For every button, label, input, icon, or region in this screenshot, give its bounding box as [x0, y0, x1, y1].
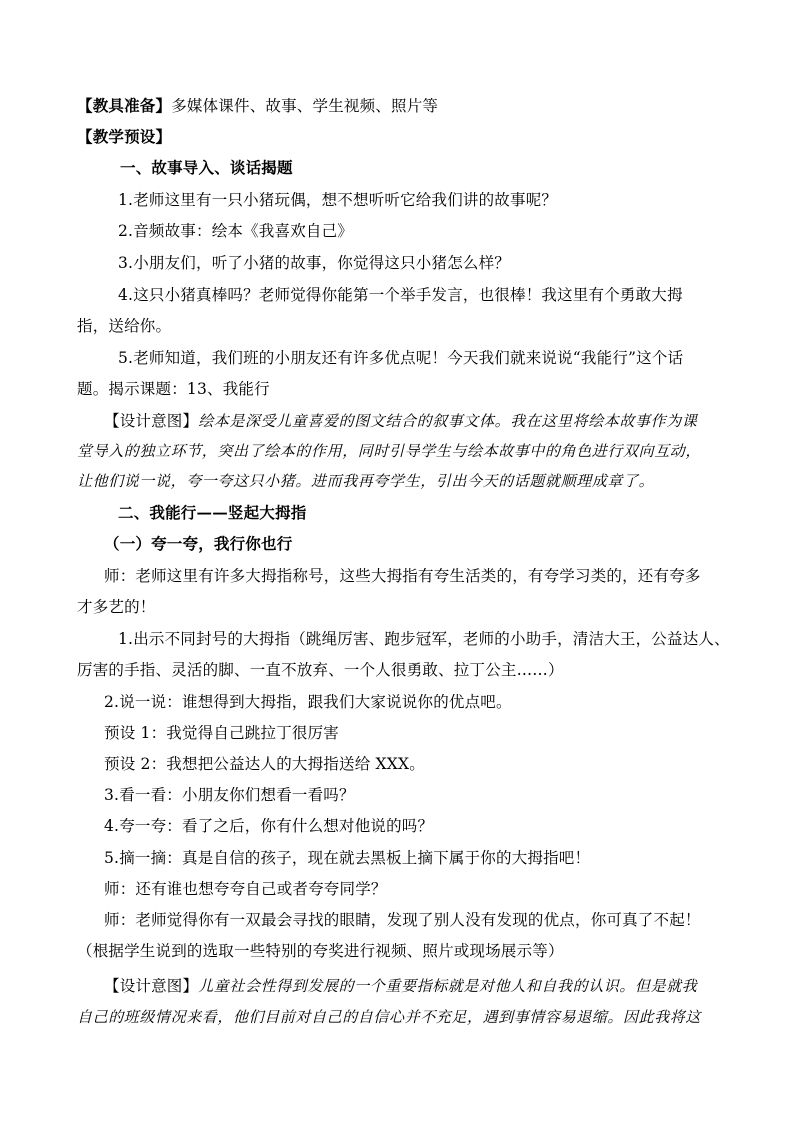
- section-2-subtitle: （一）夸一夸，我行你也行: [104, 534, 293, 553]
- design-intent-2: [104, 974, 697, 998]
- design-intent-text: 让他们说一说，夸一夸这只小猪。进而我再夸学生，引出今天的话题就顺理成章了。: [77, 472, 655, 490]
- design-intent-label: 【设计意图】: [104, 977, 199, 995]
- design-intent-text: 自己的班级情况来看，他们目前对自己的自信心并不充足，遇到事情容易退缩。因此我将这: [77, 1008, 702, 1026]
- design-intent-1: [104, 409, 697, 433]
- sec1-item: 4.这只小猪真棒吗？老师觉得你能第一个举手发言，也很棒！我这里有个勇敢大拇: [118, 286, 683, 304]
- sec2-line: 厉害的手指、灵活的脚、一直不放弃、一个人很勇敢、拉丁公主……）: [77, 661, 564, 679]
- materials-line: [77, 94, 438, 118]
- sec1-item: 题。揭示课题：13、我能行: [77, 380, 270, 398]
- sec2-line: （根据学生说到的选取一些特别的夸奖进行视频、照片或现场展示等）: [77, 942, 564, 960]
- sec1-item: 2.音频故事：绘本《我喜欢自己》: [118, 222, 353, 240]
- design-intent-label: 【设计意图】: [104, 412, 199, 430]
- sec2-line: 师：还有谁也想夸夸自己或者夸夸同学？: [104, 880, 387, 898]
- design-intent-text: 堂导入的独立环节，突出了绘本的作用，同时引导学生与绘本故事中的角色进行双向互动，: [77, 442, 702, 460]
- materials-text: 多媒体课件、故事、学生视频、照片等: [171, 97, 439, 115]
- sec2-line: 2.说一说：谁想得到大拇指，跟我们大家说说你的优点吧。: [104, 693, 512, 711]
- sec2-line: 4.夸一夸：看了之后，你有什么想对他说的吗？: [104, 817, 434, 835]
- sec1-item: 5.老师知道，我们班的小朋友还有许多优点呢！今天我们就来说说“我能行”这个话: [118, 349, 684, 367]
- sec1-item: 3.小朋友们，听了小猪的故事，你觉得这只小猪怎么样？: [118, 254, 510, 272]
- sec2-line: 3.看一看：小朋友你们想看一看吗？: [104, 786, 355, 804]
- preset-heading: 【教学预设】: [77, 127, 172, 146]
- section-2-title: 二、我能行——竖起大拇指: [118, 503, 307, 522]
- sec2-line: 才多艺的！: [77, 598, 156, 616]
- sec2-line: 预设 1：我觉得自己跳拉丁很厉害: [104, 724, 339, 742]
- section-1-title: 一、故事导入、谈话揭题: [120, 158, 293, 177]
- sec1-item: 指，送给你。: [77, 317, 172, 335]
- design-intent-text: 儿童社会性得到发展的一个重要指标就是对他人和自我的认识。但是就我: [198, 977, 698, 995]
- design-intent-text: 绘本是深受儿童喜爱的图文结合的叙事文体。我在这里将绘本故事作为课: [198, 412, 698, 430]
- sec2-line: 5.摘一摘：真是自信的孩子，现在就去黑板上摘下属于你的大拇指吧！: [104, 849, 591, 867]
- materials-heading: 【教具准备】: [77, 96, 172, 115]
- sec2-line: 预设 2：我想把公益达人的大拇指送给 XXX。: [104, 755, 425, 773]
- sec2-line: 1.出示不同封号的大拇指（跳绳厉害、跑步冠军，老师的小助手，清洁大王，公益达人、: [118, 630, 730, 648]
- sec2-line: 师：老师这里有许多大拇指称号，这些大拇指有夸生活类的，有夸学习类的，还有夸多: [104, 567, 701, 585]
- sec1-item: 1.老师这里有一只小猪玩偶，想不想听听它给我们讲的故事呢？: [118, 191, 558, 209]
- sec2-line: 师：老师觉得你有一双最会寻找的眼睛，发现了别人没有发现的优点，你可真了不起！: [104, 911, 701, 929]
